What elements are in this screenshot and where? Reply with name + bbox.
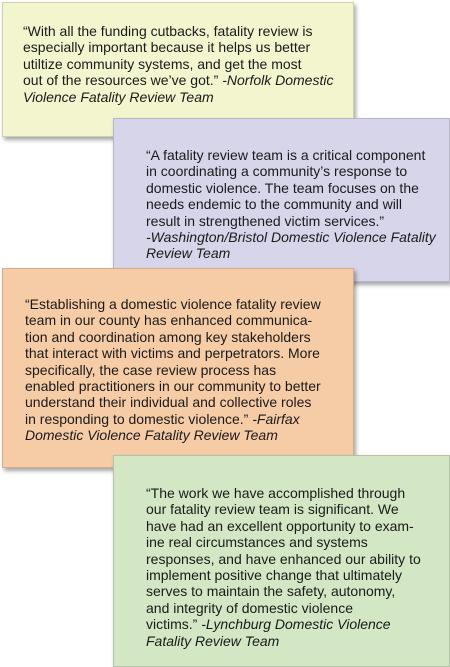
quote-attribution: -Fairfax (252, 410, 300, 427)
quote-body: “Establishing a domestic violence fatality review team in our county has enhanced communica- tion and coordination among key stakeholders that interact with victims and perpetrators. More specifically, the case review process has enabled practitioners in our community to better understand their individual and collective roles in responding to domestic violence.” (25, 296, 321, 427)
quote-text (23, 23, 339, 105)
quote-attribution-cont: Violence Fatality Review Team (23, 88, 214, 105)
quote-text (146, 485, 441, 649)
quote-body: “The work we have accomplished through our fatality review team is significant. We have had an excellent opportunity to exam- ine real circumstances and systems responses, and have enhanced our ability to implement positive change that ultimately serves to maintain the safety, autonomy, and integrity of domestic violence victims.” (146, 485, 421, 633)
quote-text (146, 147, 441, 262)
quote-box-norfolk (2, 2, 354, 137)
quote-attribution: -Norfolk Domestic (222, 72, 334, 89)
quote-attribution-cont: Fatality Review Team (146, 632, 280, 649)
quote-body: “With all the funding cutbacks, fatality review is especially important because it helps us better utiltize community systems, and get the most out of the resources we’ve got.” (23, 23, 313, 89)
quote-body: “A fatality review team is a critical component in coordinating a community’s response to domestic violence. The team focuses on the needs endemic to the community and will result in strengthened victim services.” (146, 147, 426, 229)
quote-attribution: -Lynchburg Domestic Violence (201, 616, 391, 633)
quote-box-washington-bristol (113, 118, 450, 282)
quote-attribution: -Washington/Bristol Domestic Violence Fatality Review Team (146, 229, 436, 262)
quote-box-lynchburg (113, 455, 450, 667)
quote-box-fairfax (2, 268, 354, 468)
quote-text (25, 296, 345, 444)
quote-attribution-cont: Domestic Violence Fatality Review Team (25, 427, 278, 444)
